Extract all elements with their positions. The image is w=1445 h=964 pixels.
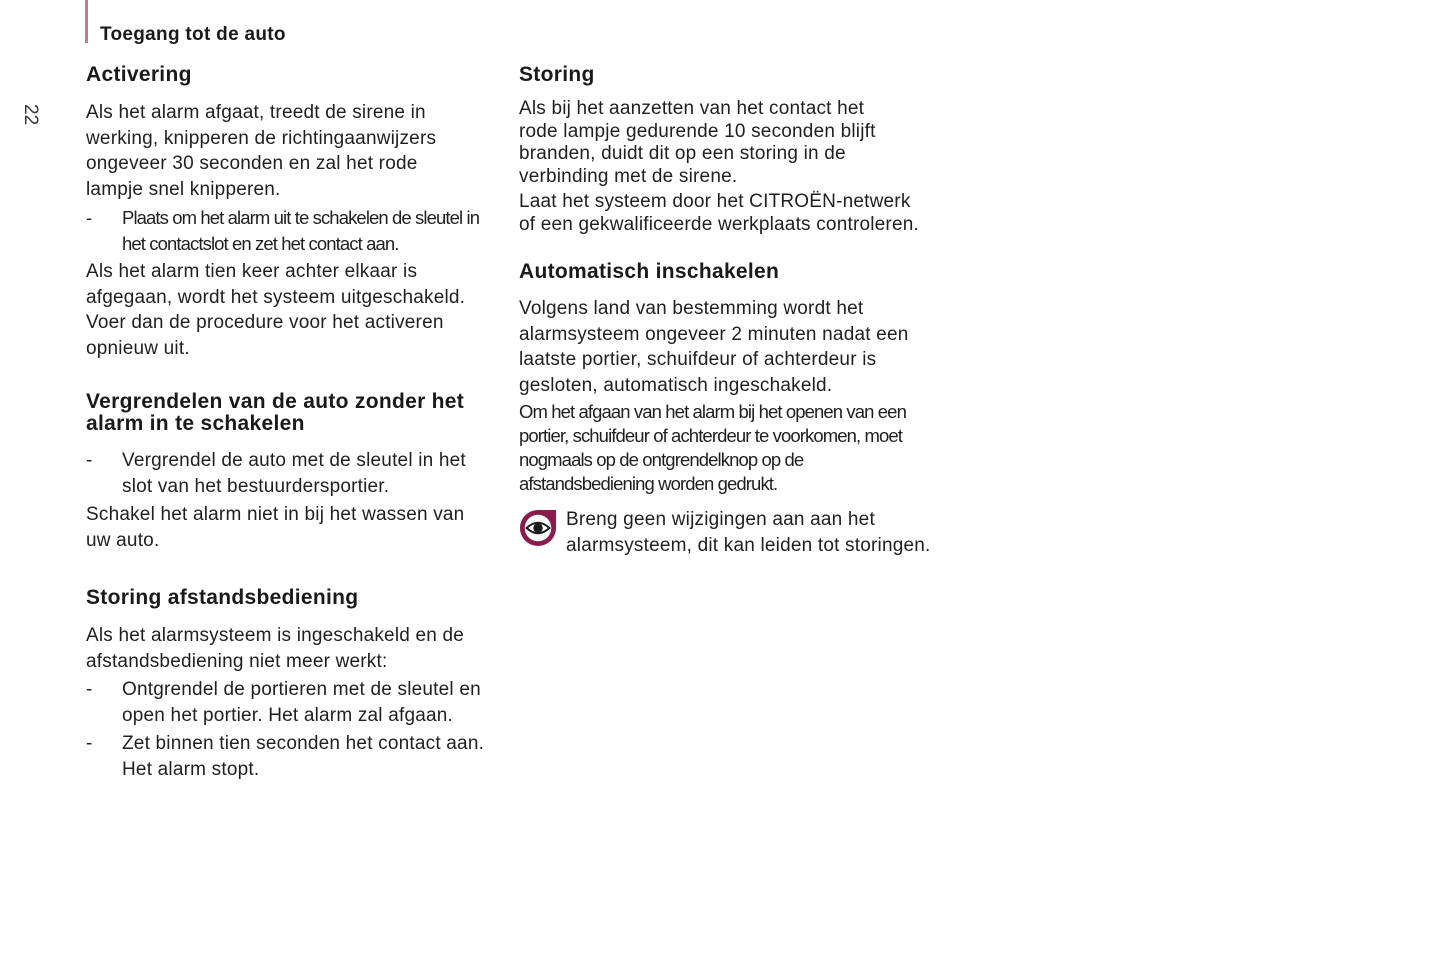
paragraph: Volgens land van bestemming wordt het alarmsysteem ongeveer 2 minuten nadat een laatste portier, schuifdeur of achterdeur is gesloten, automatisch ingeschakeld.	[519, 298, 909, 396]
warning-text: Breng geen wijzigingen aan aan het alarmsysteem, dit kan leiden tot storingen.	[566, 509, 931, 556]
heading-automatisch-inschakelen: Automatisch inschakelen	[519, 260, 780, 283]
paragraph: Laat het systeem door het CITROËN-netwerk of een gekwalificeerde werkplaats controleren.	[519, 191, 919, 235]
paragraph: Als het alarmsysteem is ingeschakeld en de afstandsbediening niet meer werkt:	[86, 625, 465, 672]
heading-storing-afstandsbediening: Storing afstandsbediening	[86, 586, 359, 609]
left-column	[86, 64, 496, 782]
paragraph: Als het alarm tien keer achter elkaar is afgegaan, wordt het systeem uitgeschakeld. Voer dan de procedure voor het activeren opnieuw uit.	[86, 261, 466, 359]
heading-vergrendelen: Vergrendelen van de auto zonder het alarm in te schakelen	[86, 390, 465, 435]
heading-activering: Activering	[86, 63, 192, 86]
heading-storing: Storing	[519, 63, 595, 86]
paragraph: Als het alarm afgaat, treedt de sirene in werking, knipperen de richtingaanwijzers ongeveer 30 seconden en zal het rode lampje snel knipperen.	[86, 102, 437, 200]
list-item: - Vergrendel de auto met de sleutel in het slot van het bestuurdersportier.	[86, 448, 492, 499]
paragraph: Schakel het alarm niet in bij het wassen van uw auto.	[86, 504, 465, 551]
right-column	[519, 64, 929, 558]
list-item: - Zet binnen tien seconden het contact aan. Het alarm stopt.	[86, 731, 492, 782]
warning-note	[519, 507, 936, 558]
paragraph: Als bij het aanzetten van het contact het rode lampje gedurende 10 seconden blijft branden, duidt dit op een storing in de verbinding met de sirene.	[519, 98, 876, 187]
eye-warning-icon	[519, 509, 557, 547]
section-header-title: Toegang tot de auto	[100, 24, 286, 45]
paragraph: Om het afgaan van het alarm bij het openen van een portier, schuifdeur of achterdeur te voorkomen, moet nogmaals op de ontgrendelknop op de afstandsbediening worden gedrukt.	[519, 401, 906, 494]
list-item: - Ontgrendel de portieren met de sleutel en open het portier. Het alarm zal afgaan.	[86, 677, 492, 728]
page-number: 22	[20, 104, 41, 126]
list-item: - Plaats om het alarm uit te schakelen de sleutel in het contactslot en zet het contact aan.	[86, 205, 494, 256]
header-accent-bar	[85, 0, 88, 43]
